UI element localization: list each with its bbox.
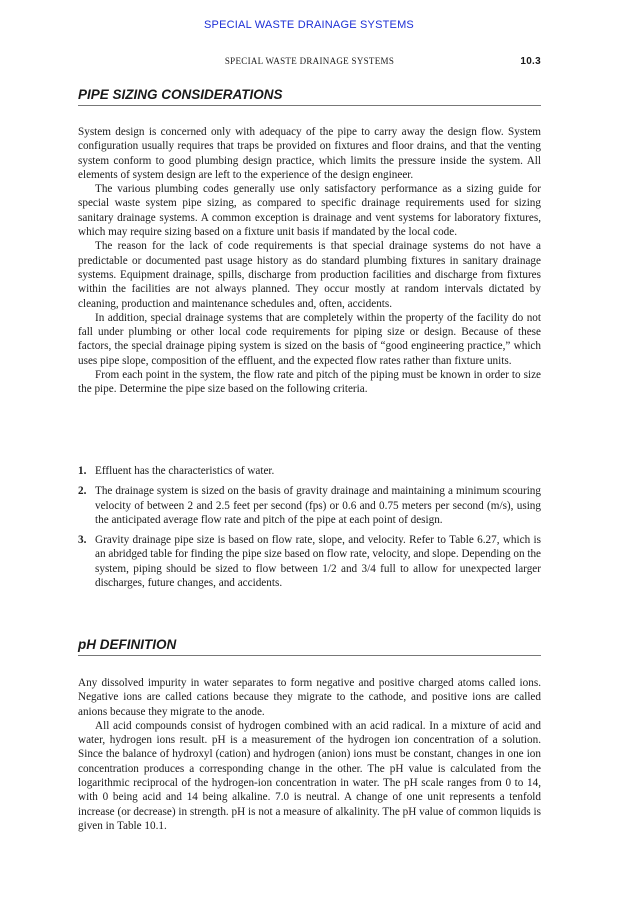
- sizing-criteria-list: [78, 464, 541, 596]
- paragraph: The reason for the lack of code requirements is that special drainage systems do not have a predictable or documented past usage history as do standard plumbing fixtures in sanitary drainage systems. Equipment drainage, spills, discharge from production facilities and discharge from fixtures within the facilities are not always planned. They occur mostly at random intervals dictated by cleaning, production and maintenance schedules and, often, accidents.: [78, 240, 541, 310]
- list-item-text: Gravity drainage pipe size is based on flow rate, slope, and velocity. Refer to Table 6.27, which is an abridged table for finding the pipe size based on flow rate, velocity, and slope. Depending on the system, piping should be sized to flow between 1/2 and 3/4 full to allow for unexpected larger discharges, future changes, and accidents.: [95, 534, 542, 590]
- ph-definition-body: [78, 676, 541, 833]
- list-item: [78, 484, 541, 527]
- paragraph: The various plumbing codes generally use only satisfactory performance as a sizing guide for special waste system pipe sizing, as compared to specific drainage requirements used for sizing sanitary drainage systems. A common exception is drainage and vent systems for laboratory fixtures, which may require sizing based on a fixture unit basis if mandated by the local code.: [78, 183, 541, 239]
- section-heading-ph-definition: pH DEFINITION: [78, 637, 541, 656]
- chapter-banner: SPECIAL WASTE DRAINAGE SYSTEMS: [204, 19, 414, 31]
- paragraph: System design is concerned only with adequacy of the pipe to carry away the design flow. System configuration usually requires that traps be provided on fixtures and floor drains, and that the venting system conform to good plumbing design practice, which limits the pressure inside the system. All elements of system design are left to the experience of the design engineer.: [78, 126, 541, 181]
- list-item-text: The drainage system is sized on the basis of gravity drainage and maintaining a minimum scouring velocity of between 2 and 2.5 feet per second (fps) or 0.6 and 0.75 meters per second (m/s), using the anticipated average flow rate and pitch of the pipe at each point of design.: [95, 485, 541, 526]
- section-heading-pipe-sizing: PIPE SIZING CONSIDERATIONS: [78, 87, 541, 106]
- paragraph: Any dissolved impurity in water separates to form negative and positive charged atoms called ions. Negative ions are called cations because they migrate to the cathode, and positive ions are called anions because they migrate to the anode.: [78, 677, 541, 718]
- list-item: [78, 533, 541, 590]
- page-number: 10.3: [520, 56, 541, 67]
- list-item-number: 1.: [78, 465, 87, 477]
- pipe-sizing-body: [78, 125, 541, 397]
- paragraph: All acid compounds consist of hydrogen combined with an acid radical. In a mixture of acid and water, hydrogen ions result. pH is a measurement of the hydrogen ion concentration of a solution. Since the balance of hydroxyl (cation) and hydrogen (anion) ions must be constant, changes in one ion concentration produces a corresponding change in the other. The pH value is calculated from the logarithmic reciprocal of the hydrogen-ion concentration in water. The pH scale ranges from 0 to 14, with 0 being acid and 14 being alkaline. 7.0 is neutral. A change of one unit represents a tenfold increase (or decrease) in strength. pH is not a measure of alkalinity. The pH value of common liquids is given in Table 10.1.: [78, 719, 541, 832]
- list-item-number: 2.: [78, 485, 87, 498]
- list-item: [78, 464, 541, 478]
- paragraph: In addition, special drainage systems that are completely within the property of the facility do not fall under plumbing or other local code requirements for piping size or design. Because of these factors, the special drainage piping system is sized on the basis of “good engineering practice,” which uses pipe slope, composition of the effluent, and the expected flow rates rather than fixture units.: [78, 311, 541, 367]
- list-item-text: Effluent has the characteristics of water.: [95, 465, 275, 477]
- paragraph: From each point in the system, the flow rate and pitch of the piping must be known in order to size the pipe. Determine the pipe size based on the following criteria.: [78, 369, 541, 396]
- list-item-number: 3.: [78, 534, 87, 547]
- running-head-title: SPECIAL WASTE DRAINAGE SYSTEMS: [224, 56, 395, 66]
